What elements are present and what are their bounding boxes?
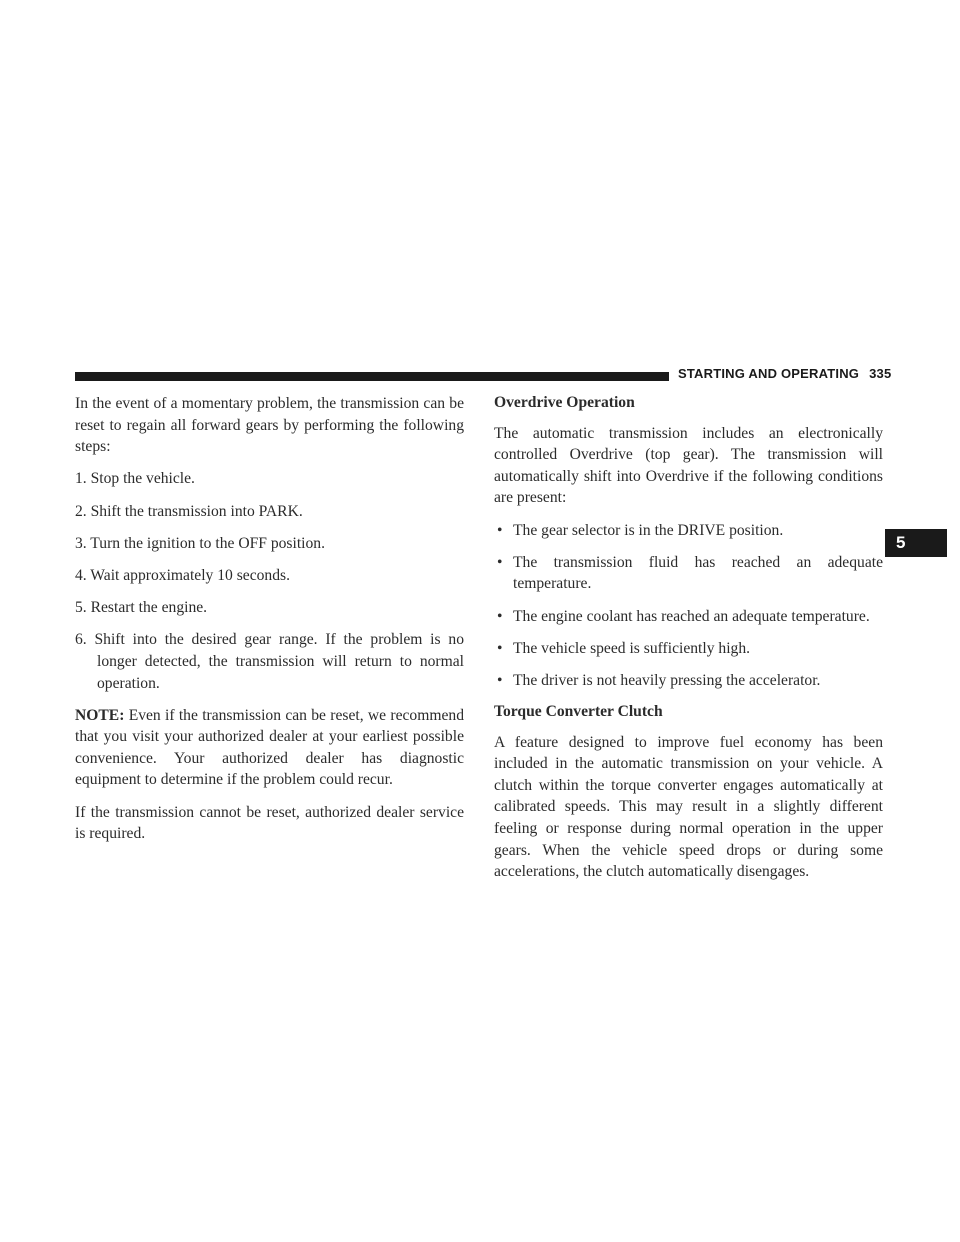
list-item-text: The engine coolant has reached an adequate temperature. bbox=[513, 607, 870, 625]
note-paragraph bbox=[75, 705, 464, 791]
step-item: 4. Wait approximately 10 seconds. bbox=[75, 566, 290, 584]
list-item-text: The gear selector is in the DRIVE position. bbox=[513, 521, 784, 539]
bullet-icon: • bbox=[497, 671, 503, 689]
chapter-tab: 5 bbox=[885, 529, 947, 557]
list-item bbox=[494, 606, 883, 628]
note-label: NOTE: bbox=[75, 706, 125, 724]
list-item bbox=[494, 552, 883, 595]
bullet-icon: • bbox=[497, 607, 503, 625]
bullet-icon: • bbox=[497, 639, 503, 657]
step-item: 6. Shift into the desired gear range. If the problem is no longer detected, the transmission will return to normal operation. bbox=[75, 631, 464, 692]
overdrive-paragraph: The automatic transmission includes an electronically controlled Overdrive (top gear). The transmission will automatically shift into Overdrive if the following conditions are present: bbox=[494, 424, 883, 507]
list-item-text: The vehicle speed is sufficiently high. bbox=[513, 639, 751, 657]
list-item-text: The transmission fluid has reached an adequate temperature. bbox=[513, 553, 883, 593]
note-text: Even if the transmission can be reset, we recommend that you visit your authorized dealer at your earliest possible convenience. Your authorized dealer has diagnostic equipment to determine if the problem could recur. bbox=[75, 706, 464, 789]
conditions-list bbox=[494, 520, 883, 692]
bullet-icon: • bbox=[497, 521, 503, 539]
torque-paragraph: A feature designed to improve fuel economy has been included in the automatic transmission on your vehicle. A clutch within the torque converter engages automatically at calibrated speeds. This may result in a slightly different feeling or response during normal operation in the upper gears. When the vehicle speed drops or during some accelerations, the clutch automatically disengages. bbox=[494, 733, 883, 881]
step-item: 3. Turn the ignition to the OFF position. bbox=[75, 534, 325, 552]
header-rule bbox=[75, 372, 669, 381]
closing-paragraph: If the transmission cannot be reset, authorized dealer service is required. bbox=[75, 803, 464, 843]
intro-paragraph: In the event of a momentary problem, the transmission can be reset to regain all forward gears by performing the following steps: bbox=[75, 395, 464, 456]
torque-heading: Torque Converter Clutch bbox=[494, 703, 663, 721]
page-number: 335 bbox=[869, 366, 892, 381]
running-header bbox=[678, 366, 891, 381]
step-item: 2. Shift the transmission into PARK. bbox=[75, 502, 303, 520]
step-item: 5. Restart the engine. bbox=[75, 599, 208, 617]
overdrive-heading: Overdrive Operation bbox=[494, 394, 635, 411]
step-item: 1. Stop the vehicle. bbox=[75, 470, 195, 488]
left-column bbox=[75, 393, 464, 855]
right-column bbox=[494, 393, 883, 893]
section-title: STARTING AND OPERATING bbox=[678, 366, 860, 381]
bullet-icon: • bbox=[497, 553, 503, 571]
list-item-text: The driver is not heavily pressing the accelerator. bbox=[513, 671, 821, 689]
list-item bbox=[494, 638, 883, 660]
list-item bbox=[494, 670, 883, 692]
list-item bbox=[494, 520, 883, 542]
